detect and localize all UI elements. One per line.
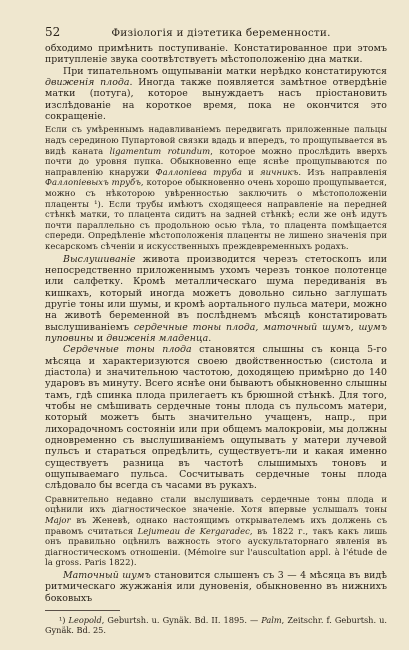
text-run: Сравнительно недавно стали выслушивать сердечные тоны плода и оцѣнили ихъ діагностическое значеніе. Хотя впервые услышалъ тоны — [45, 493, 387, 515]
page-header — [45, 26, 387, 39]
text-run: ¹) — [59, 614, 69, 625]
paragraph — [45, 43, 387, 66]
italic-term: Маточный шумъ — [63, 569, 151, 581]
text-run: , которое обыкновенно очень хорошо прощупывается, можно съ нѣкоторою увѣренностью заключить о мѣстоположеніи плаценты ¹). Если трубы имѣютъ сходящееся направленіе на передней стѣнкѣ матки, то плацента сидитъ на задней стѣнкѣ; если же онѣ идутъ почти параллельно съ продольною осью тѣла, то плацента помѣщается спереди. Опредѣленіе мѣстоположенія плаценты не лишено значенія при кесарскомъ сѣченіи и искусственныхъ преждевременныхъ родахъ. — [45, 177, 387, 251]
paragraph — [45, 570, 387, 604]
italic-term: Фаллопіева труба — [155, 166, 242, 177]
text-run: и — [93, 332, 107, 344]
page-number: 52 — [45, 25, 61, 39]
small-print-paragraph — [45, 124, 387, 251]
paragraph — [45, 254, 387, 345]
text-run: становятся слышны съ конца 5-го мѣсяца и характеризуются своею двойственностью (систола и діастола) и значительною частотою, доходящею примѣрно до 140 ударовъ въ минуту. Всего яснѣе они бываютъ обыкновенно слышны тамъ, гдѣ спинка плода прилегаетъ къ брюшной стѣнкѣ. Для того, чтобы не смѣшивать сердечные тоны плода съ пульсомъ матери, который можетъ быть значительно учащенъ, напр., при лихорадочномъ состояніи или при общемъ малокровіи, мы должны одновременно съ выслушиваніемъ ощупывать у матери лучевой пульсъ и стараться опредѣлить, существуетъ-ли и какая именно существуетъ разница въ частотѣ слышимыхъ тоновъ и ощупываемаго пульса. Сосчитывать сердечные тоны плода слѣдовало бы всегда съ часами въ рукахъ. — [45, 344, 387, 492]
italic-term: ligamentum rotundum — [109, 145, 211, 156]
footnote — [45, 615, 387, 635]
paragraph — [45, 344, 387, 491]
small-print-paragraph — [45, 494, 387, 568]
text-run: Если съ умѣреннымъ надавливаніемъ передвигать приложенные пальцы надъ серединою Пупартовой связки вдадь и впередъ, то прощупывается въ видѣ каната — [45, 124, 387, 156]
text-run: , Geburtsh. u. Gynäk. Bd. II. 1895. — — [101, 614, 262, 625]
text-run: въ Женевѣ, однако настоящимъ открывателемъ ихъ должень съ правомъ считаться — [45, 514, 387, 536]
text-run: , которое можно прослѣдить вверхъ почти до уровня пупка. Обыкновенно еще яснѣе прощупываются по направленію кнаружи — [45, 145, 387, 177]
italic-term: Major — [45, 514, 71, 525]
running-title: Физіологія и діэтетика беременности. — [111, 27, 331, 39]
page-body — [45, 43, 387, 604]
text-run: При типательномъ ощупываніи матки нерѣдко констатируются — [63, 65, 387, 77]
text-run: . Изъ направленія — [298, 166, 388, 177]
italic-term: яичникъ — [260, 166, 299, 177]
italic-term: Lejumeau de Kergaradec — [137, 525, 250, 536]
italic-term: Leopold — [68, 614, 102, 625]
footnote-rule — [45, 610, 120, 611]
italic-term: сердечные тоны плода, маточный шумъ, шумъ пуповины — [45, 321, 387, 344]
text-run: обходимо примѣнить поступиваніе. Констатированное при этомъ притупленіе звука соотвѣтствуетъ мѣстоположенію дна матки. — [45, 43, 387, 66]
text-run: и — [241, 166, 261, 177]
text-run: , Zeitschr. f. Geburtsh. u. Gynäk. Bd. 25. — [45, 614, 387, 635]
italic-term: движенія плода — [45, 77, 130, 89]
text-run: , въ 1822 г., такъ какъ лишь онъ правильно оцѣнилъ важность этого аускультаторнаго явленія въ діагностическомъ отношеніи. (Mémoire sur l'auscultation appl. à l'étude de la gross. Paris 1822). — [45, 525, 387, 568]
text-run: . Иногда также появляется замѣтное отвердѣніе матки (потуга), которое вынуждаетъ насъ пріостановить изслѣдованіе на короткое время, пока не окончится это сокращеніе. — [45, 77, 387, 123]
italic-term: Фаллопіевыхъ трубъ — [45, 177, 141, 188]
italic-term: Palm — [261, 614, 282, 625]
italic-term: Сердечные тоны плода — [63, 344, 192, 356]
text-run: становится слышенъ съ 3 — 4 мѣсяца въ видѣ ритмическаго жужжанія или дуновенія, обыкновенно въ нижнихъ боковыхъ — [45, 569, 388, 604]
italic-term: движенія младенца — [106, 332, 209, 344]
text-run: живота производится черезъ стетоскопъ или непосредственно приложеннымъ ухомъ черезъ тонкое полотенце или салфетку. Кромѣ металлическаго шума передиванія въ кишкахъ, который иногда можетъ довольно сильно заглушать другіе тоны или шумы, и кромѣ аортального пульса матери, можно на животѣ беременной въ послѣднемъ мѣсяцѣ констатировать выслушиваніемъ — [45, 253, 387, 333]
italic-term: Выслушиваніе — [63, 253, 136, 265]
paragraph — [45, 66, 387, 123]
text-run: . — [208, 332, 212, 344]
